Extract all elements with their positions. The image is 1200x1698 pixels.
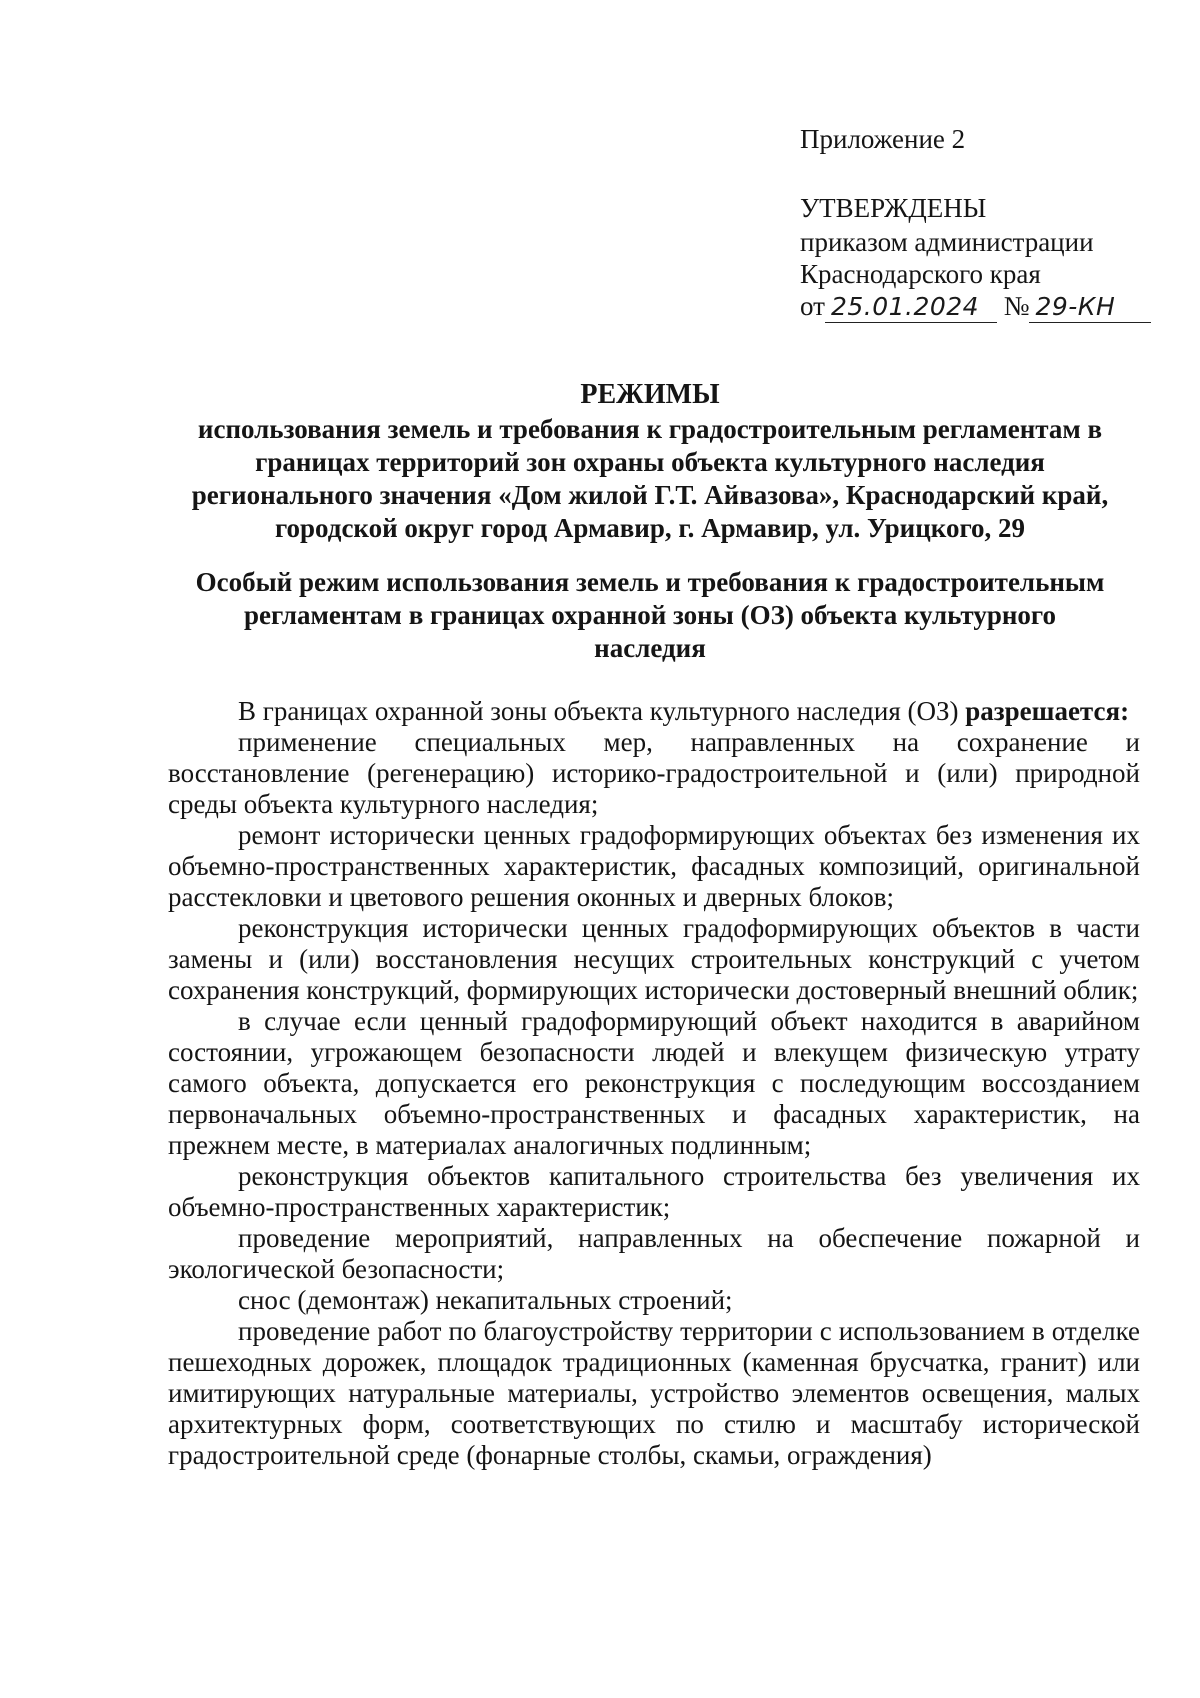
body-paragraph: реконструкция исторически ценных градоформирующих объектов в части замены и (или) восстановления несущих строительных конструкций с учетом сохранения конструкций, формирующих исторически достоверный внешний облик;: [168, 913, 1140, 1005]
approval-line-1: приказом администрации: [800, 227, 1094, 257]
document-title-block: [150, 378, 1150, 545]
document-subtitle-line: городской округ город Армавир, г. Армавир, ул. Урицкого, 29: [274, 513, 1026, 543]
date-prefix: от: [800, 291, 825, 321]
handwritten-number: 29-КН: [1029, 292, 1151, 323]
approval-line-2: Краснодарского края: [800, 259, 1041, 289]
document-subtitle-line: использования земель и требования к градостроительным регламентам в: [197, 414, 1103, 444]
section-title-line: наследия: [594, 633, 706, 663]
section-title-line: Особый режим использования земель и требования к градостроительным: [195, 567, 1105, 597]
document-title: РЕЖИМЫ: [580, 379, 720, 410]
document-subtitle-line: границах территорий зон охраны объекта культурного наследия: [255, 447, 1045, 477]
section-title-block: [150, 566, 1150, 665]
approval-block: [800, 192, 1160, 323]
body-paragraph: ремонт исторически ценных градоформирующих объектах без изменения их объемно-пространственных характеристик, фасадных композиций, оригинальной расстекловки и цветового решения оконных и дверных блоков;: [168, 820, 1140, 912]
section-title-line: регламентам в границах охранной зоны (ОЗ) объекта культурного: [244, 600, 1056, 630]
body-paragraph: в случае если ценный градоформирующий объект находится в аварийном состоянии, угрожающем безопасности людей и влекущем физическую утрату самого объекта, допускается его реконструкция с последующим воссозданием первоначальных объемно-пространственных и фасадных характеристик, на прежнем месте, в материалах аналогичных подлинным;: [168, 1006, 1140, 1160]
approval-date-number-line: [800, 290, 1160, 323]
document-subtitle-line: регионального значения «Дом жилой Г.Т. Айвазова», Краснодарский край,: [191, 480, 1109, 510]
lead-bold-text: разрешается:: [965, 696, 1130, 726]
body-paragraph: реконструкция объектов капитального строительства без увеличения их объемно-пространственных характеристик;: [168, 1161, 1140, 1222]
body-paragraph: применение специальных мер, направленных на сохранение и восстановление (регенерацию) историко-градостроительной и (или) природной среды объекта культурного наследия;: [168, 727, 1140, 819]
body-text: [168, 696, 1140, 1471]
appendix-label: Приложение 2: [800, 124, 966, 154]
handwritten-date: 25.01.2024: [825, 292, 997, 323]
body-paragraph: проведение мероприятий, направленных на обеспечение пожарной и экологической безопасности;: [168, 1223, 1140, 1284]
number-prefix: №: [1003, 291, 1030, 321]
body-paragraph: снос (демонтаж) некапитальных строений;: [238, 1285, 733, 1315]
approval-stamp: УТВЕРЖДЕНЫ: [800, 193, 987, 223]
lead-text: В границах охранной зоны объекта культурного наследия (ОЗ): [238, 696, 959, 726]
lead-paragraph: [168, 696, 1140, 727]
body-paragraph: проведение работ по благоустройству территории с использованием в отделке пешеходных дорожек, площадок традиционных (каменная брусчатка, гранит) или имитирующих натуральные материалы, устройство элементов освещения, малых архитектурных форм, соответствующих по стилю и масштабу исторической градостроительной среде (фонарные столбы, скамьи, ограждения): [168, 1316, 1140, 1470]
